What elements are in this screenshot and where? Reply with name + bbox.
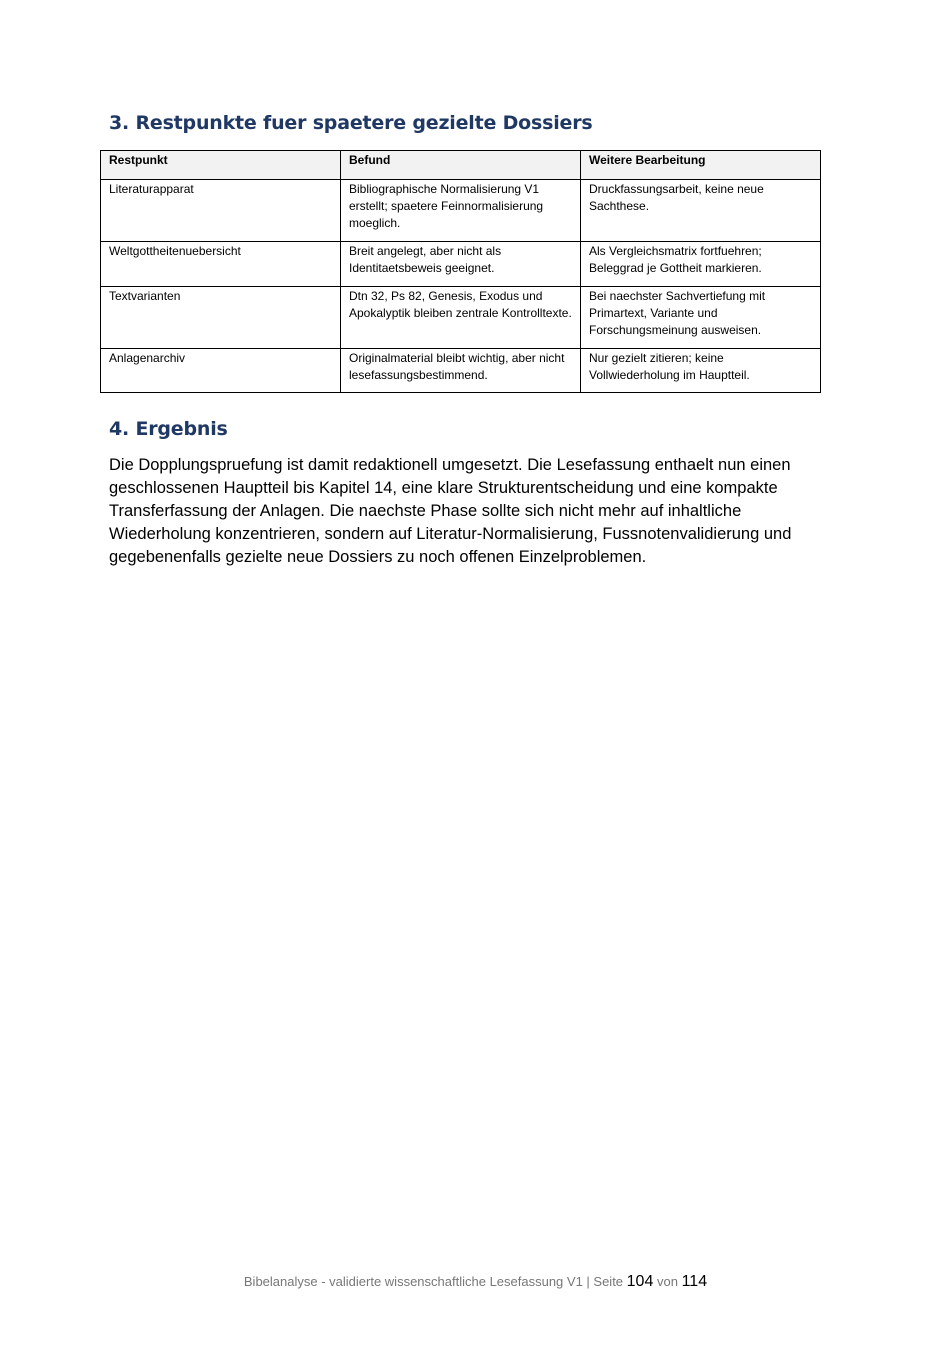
table-cell: Bibliographische Normalisierung V1 erstellt; spaetere Feinnormalisierung moeglich. [341,180,581,242]
table-header-restpunkt: Restpunkt [101,151,341,180]
result-paragraph: Die Dopplungspruefung ist damit redaktionell umgesetzt. Die Lesefassung enthaelt nun einen geschlossenen Hauptteil bis Kapitel 14, eine klare Strukturentscheidung und eine kompakte Transferfassung der Anlagen. Die naechste Phase sollte sich nicht mehr auf inhaltliche Wiederholung konzentrieren, sondern auf Literatur-Normalisierung, Fussnotenvalidierung und gegebenenfalls gezielte neue Dossiers zu noch offenen Einzelproblemen. [109,456,792,566]
table-row [101,287,821,349]
footer-of-label: von [656,1274,678,1289]
table-cell: Originalmaterial bleibt wichtig, aber nicht lesefassungsbestimmend. [341,349,581,393]
table-header-befund: Befund [341,151,581,180]
footer-title: Bibelanalyse - validierte wissenschaftliche Lesefassung V1 | Seite [243,1274,624,1289]
table-cell: Breit angelegt, aber nicht als Identitaetsbeweis geeignet. [341,242,581,287]
restpunkte-table [100,150,821,393]
table-cell: Druckfassungsarbeit, keine neue Sachthese. [581,180,821,242]
section-3-heading: 3. Restpunkte fuer spaetere gezielte Dossiers [109,112,593,134]
table-cell: Als Vergleichsmatrix fortfuehren; Beleggrad je Gottheit markieren. [581,242,821,287]
table-cell: Bei naechster Sachvertiefung mit Primartext, Variante und Forschungsmeinung ausweisen. [581,287,821,349]
footer-total-pages: 114 [681,1273,708,1290]
table-header-weitere-bearbeitung: Weitere Bearbeitung [581,151,821,180]
footer-page-number: 104 [626,1273,654,1290]
table-row [101,349,821,393]
table-header-row [101,151,821,180]
table-cell: Literaturapparat [101,180,341,242]
table-cell: Textvarianten [101,287,341,349]
table-cell: Weltgottheitenuebersicht [101,242,341,287]
page-footer [0,1273,951,1291]
table-cell: Dtn 32, Ps 82, Genesis, Exodus und Apokalyptik bleiben zentrale Kontrolltexte. [341,287,581,349]
section-4-heading: 4. Ergebnis [109,418,228,440]
table-row [101,242,821,287]
table-row [101,180,821,242]
table-cell: Nur gezielt zitieren; keine Vollwiederholung im Hauptteil. [581,349,821,393]
table-cell: Anlagenarchiv [101,349,341,393]
